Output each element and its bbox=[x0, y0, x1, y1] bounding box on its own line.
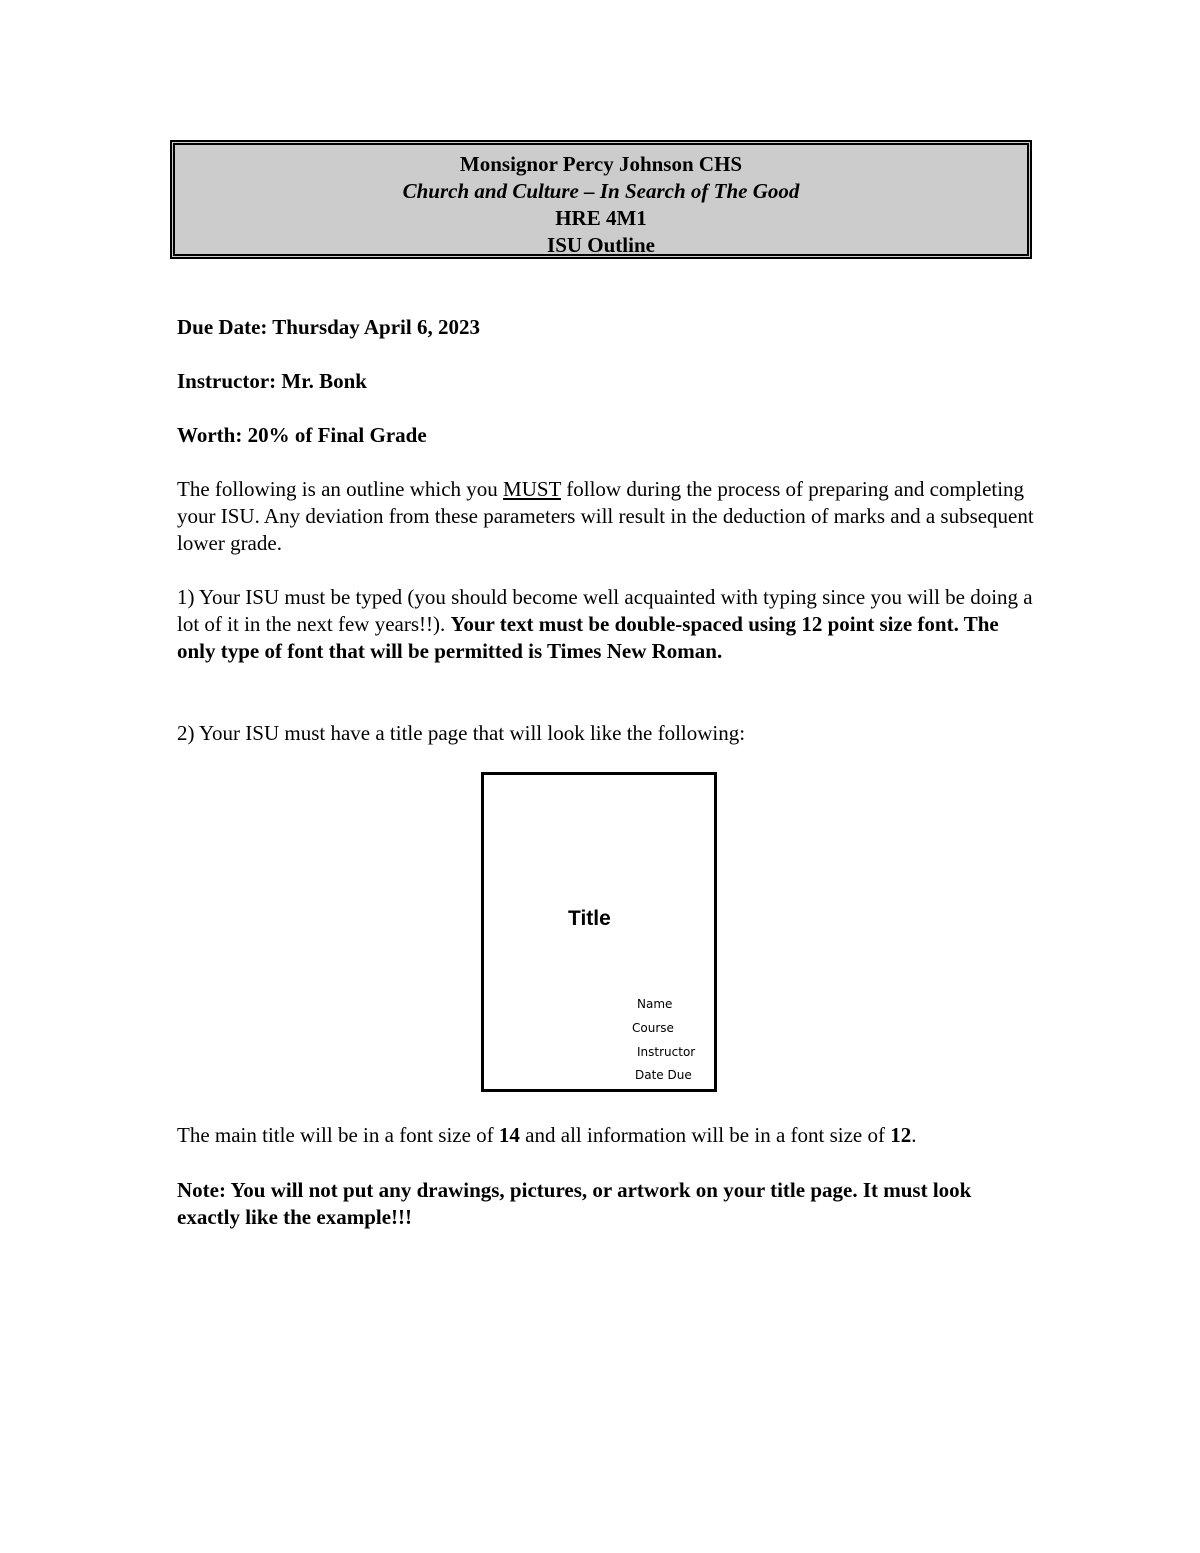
sample-instructor: Instructor bbox=[637, 1045, 696, 1059]
note: Note: You will not put any drawings, pictures, or artwork on your title page. It must look exactly like the example!!! bbox=[177, 1178, 972, 1229]
intro-text-2: follow during the process of preparing and completing your ISU. Any deviation from these parameters will result in the deduction of marks and a subsequent lower grade. bbox=[177, 477, 1034, 555]
sample-name: Name bbox=[637, 997, 673, 1011]
item-1-text: 1) Your ISU must be typed (you should become well acquainted with typing since you will be doing a lot of it in the next few years!!). bbox=[177, 585, 1033, 636]
font-size-text-2: and all information will be in a font size of bbox=[519, 1123, 891, 1147]
info-font-size: 12 bbox=[890, 1123, 912, 1147]
font-size-instructions bbox=[177, 1122, 1037, 1149]
intro-text-1: The following is an outline which you bbox=[177, 477, 504, 501]
sample-date-due: Date Due bbox=[635, 1068, 692, 1082]
school-name: Monsignor Percy Johnson CHS bbox=[459, 152, 743, 176]
item-1-bold-text: Your text must be double-spaced using 12 point size font. The only type of font that will be permitted is Times New Roman. bbox=[177, 612, 999, 663]
intro-paragraph bbox=[177, 476, 1037, 557]
instructor: Instructor: Mr. Bonk bbox=[177, 369, 367, 393]
sample-title-page bbox=[481, 772, 717, 1092]
worth: Worth: 20% of Final Grade bbox=[177, 423, 427, 447]
font-size-text-3: . bbox=[911, 1123, 917, 1147]
must-emphasis: MUST bbox=[503, 477, 562, 501]
document-title: ISU Outline bbox=[547, 233, 655, 257]
item-1 bbox=[177, 584, 1037, 665]
due-date: Due Date: Thursday April 6, 2023 bbox=[177, 315, 480, 339]
item-2: 2) Your ISU must have a title page that will look like the following: bbox=[177, 721, 746, 745]
font-size-text-1: The main title will be in a font size of bbox=[177, 1123, 499, 1147]
course-title: Church and Culture – In Search of The Good bbox=[402, 179, 800, 203]
title-font-size: 14 bbox=[498, 1123, 520, 1147]
header-box bbox=[170, 140, 1032, 259]
sample-course: Course bbox=[632, 1021, 674, 1035]
sample-title: Title bbox=[568, 907, 611, 930]
course-code: HRE 4M1 bbox=[555, 206, 647, 230]
